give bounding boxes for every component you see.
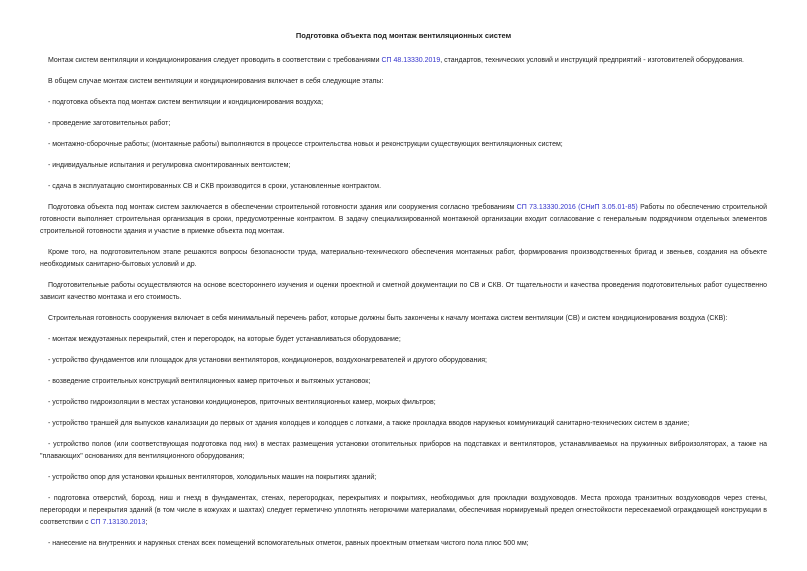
paragraph [40,355,767,367]
paragraph-text: - монтаж междуэтажных перекрытий, стен и перегородок, на которые будет устанавливаться оборудование; [48,336,401,343]
paragraph [40,181,767,193]
paragraph [40,280,767,304]
paragraph-text: - подготовка объекта под монтаж систем вентиляции и кондиционирования воздуха; [48,99,324,106]
document-link[interactable]: СП 7.13130.2013 [90,519,146,526]
paragraph-text: , стандартов, технических условий и инструкций предприятий - изготовителей оборудования. [440,57,744,64]
paragraph [40,376,767,388]
paragraph-text: Работы по обеспечению строительной готовности выполняет строительная организация в сроки, предусмотренные контрактом. В задачу специализированной монтажной организации входит согласование с генеральным подрядчиком отдельных элементов строительной готовности здания и участие в приемке объекта под монтаж. [40,204,767,235]
paragraph [40,55,767,67]
document-link[interactable]: СП 73.13330.2016 (СНиП 3.05.01-85) [516,204,638,211]
paragraph [40,139,767,151]
paragraph-text: - индивидуальные испытания и регулировка смонтированных вентсистем; [48,162,291,169]
paragraph-text: Строительная готовность сооружения включает в себя минимальный перечень работ, которые должны быть закончены к началу монтажа систем вентиляции (СВ) и систем кондиционирования воздуха (СКВ): [48,315,728,322]
paragraph [40,97,767,109]
paragraph [40,397,767,409]
paragraph-text: Монтаж систем вентиляции и кондиционирования следует проводить в соответствии с требованиями [48,57,382,64]
paragraph [40,76,767,88]
paragraph-text: Подготовительные работы осуществляются на основе всестороннего изучения и оценки проектной и сметной документации по СВ и СКВ. От тщательности и качества проведения подготовительных работ существенно зависит качество монтажа и его стоимость. [40,282,767,301]
paragraph-text: - устройство траншей для выпусков канализации до первых от здания колодцев и колодцев с лотками, а также прокладка вводов наружных коммуникаций санитарно-технических систем в здание; [48,420,690,427]
paragraph-text: Подготовка объекта под монтаж систем заключается в обеспечении строительной готовности здания или сооружения согласно требованиям [48,204,517,211]
paragraph-text: - устройство гидроизоляции в местах установки кондиционеров, приточных вентиляционных камер, мокрых фильтров; [48,399,436,406]
paragraph [40,334,767,346]
paragraph [40,472,767,484]
document-link[interactable]: СП 48.13330.2019 [381,57,441,64]
paragraph-text: - возведение строительных конструкций вентиляционных камер приточных и вытяжных установок; [48,378,371,385]
paragraph-text: - устройство опор для установки крышных вентиляторов, холодильных машин на покрытиях зданий; [48,474,377,481]
paragraph [40,160,767,172]
paragraph [40,247,767,271]
document-body [40,55,767,550]
paragraph-text: - устройство полов (или соответствующая подготовка под них) в местах размещения установки отопительных приборов на подставках и вентиляторов, устанавливаемых на пружинных виброизоляторах, а также на "плавающих" основаниях для вентиляционного оборудования; [40,441,767,460]
paragraph [40,538,767,550]
paragraph [40,202,767,238]
paragraph [40,118,767,130]
paragraph-text: ; [145,519,148,526]
paragraph-text: В общем случае монтаж систем вентиляции и кондиционирования включает в себя следующие этапы: [48,78,384,85]
paragraph [40,418,767,430]
paragraph [40,439,767,463]
document-title: Подготовка объекта под монтаж вентиляционных систем [295,31,512,40]
paragraph-text: - подготовка отверстий, борозд, ниш и гнезд в фундаментах, стенах, перегородках, перекрытиях и покрытиях, необходимых для прокладки воздуховодов. Места прохода транзитных воздуховодов через стены, перегородки и перекрытия зданий (в том числе в кожухах и шахтах) следует герметично уплотнять негорючими материалами, обеспечивая нормируемый предел огнестойкости пересекаемой ограждающей конструкции в соответствии с [40,495,767,526]
paragraph-text: - сдача в эксплуатацию смонтированных СВ и СКВ производится в сроки, установленные контрактом. [48,183,382,190]
paragraph-text: - монтажно-сборочные работы; (монтажные работы) выполняются в процессе строительства новых и реконструкции существующих вентиляционных систем; [48,141,563,148]
paragraph-text: - нанесение на внутренних и наружных стенах всех помещений вспомогательных отметок, равных проектным отметкам чистого пола плюс 500 мм; [48,540,529,547]
paragraph-text: - устройство фундаментов или площадок для установки вентиляторов, кондиционеров, воздухонагревателей и другого оборудования; [48,357,487,364]
paragraph-text: - проведение заготовительных работ; [48,120,171,127]
paragraph-text: Кроме того, на подготовительном этапе решаются вопросы безопасности труда, материально-технического обеспечения монтажных работ, формирования производственных бригад и звеньев, создания на объекте необходимых санитарно-бытовых условий и др. [40,249,767,268]
paragraph [40,313,767,325]
paragraph [40,493,767,529]
